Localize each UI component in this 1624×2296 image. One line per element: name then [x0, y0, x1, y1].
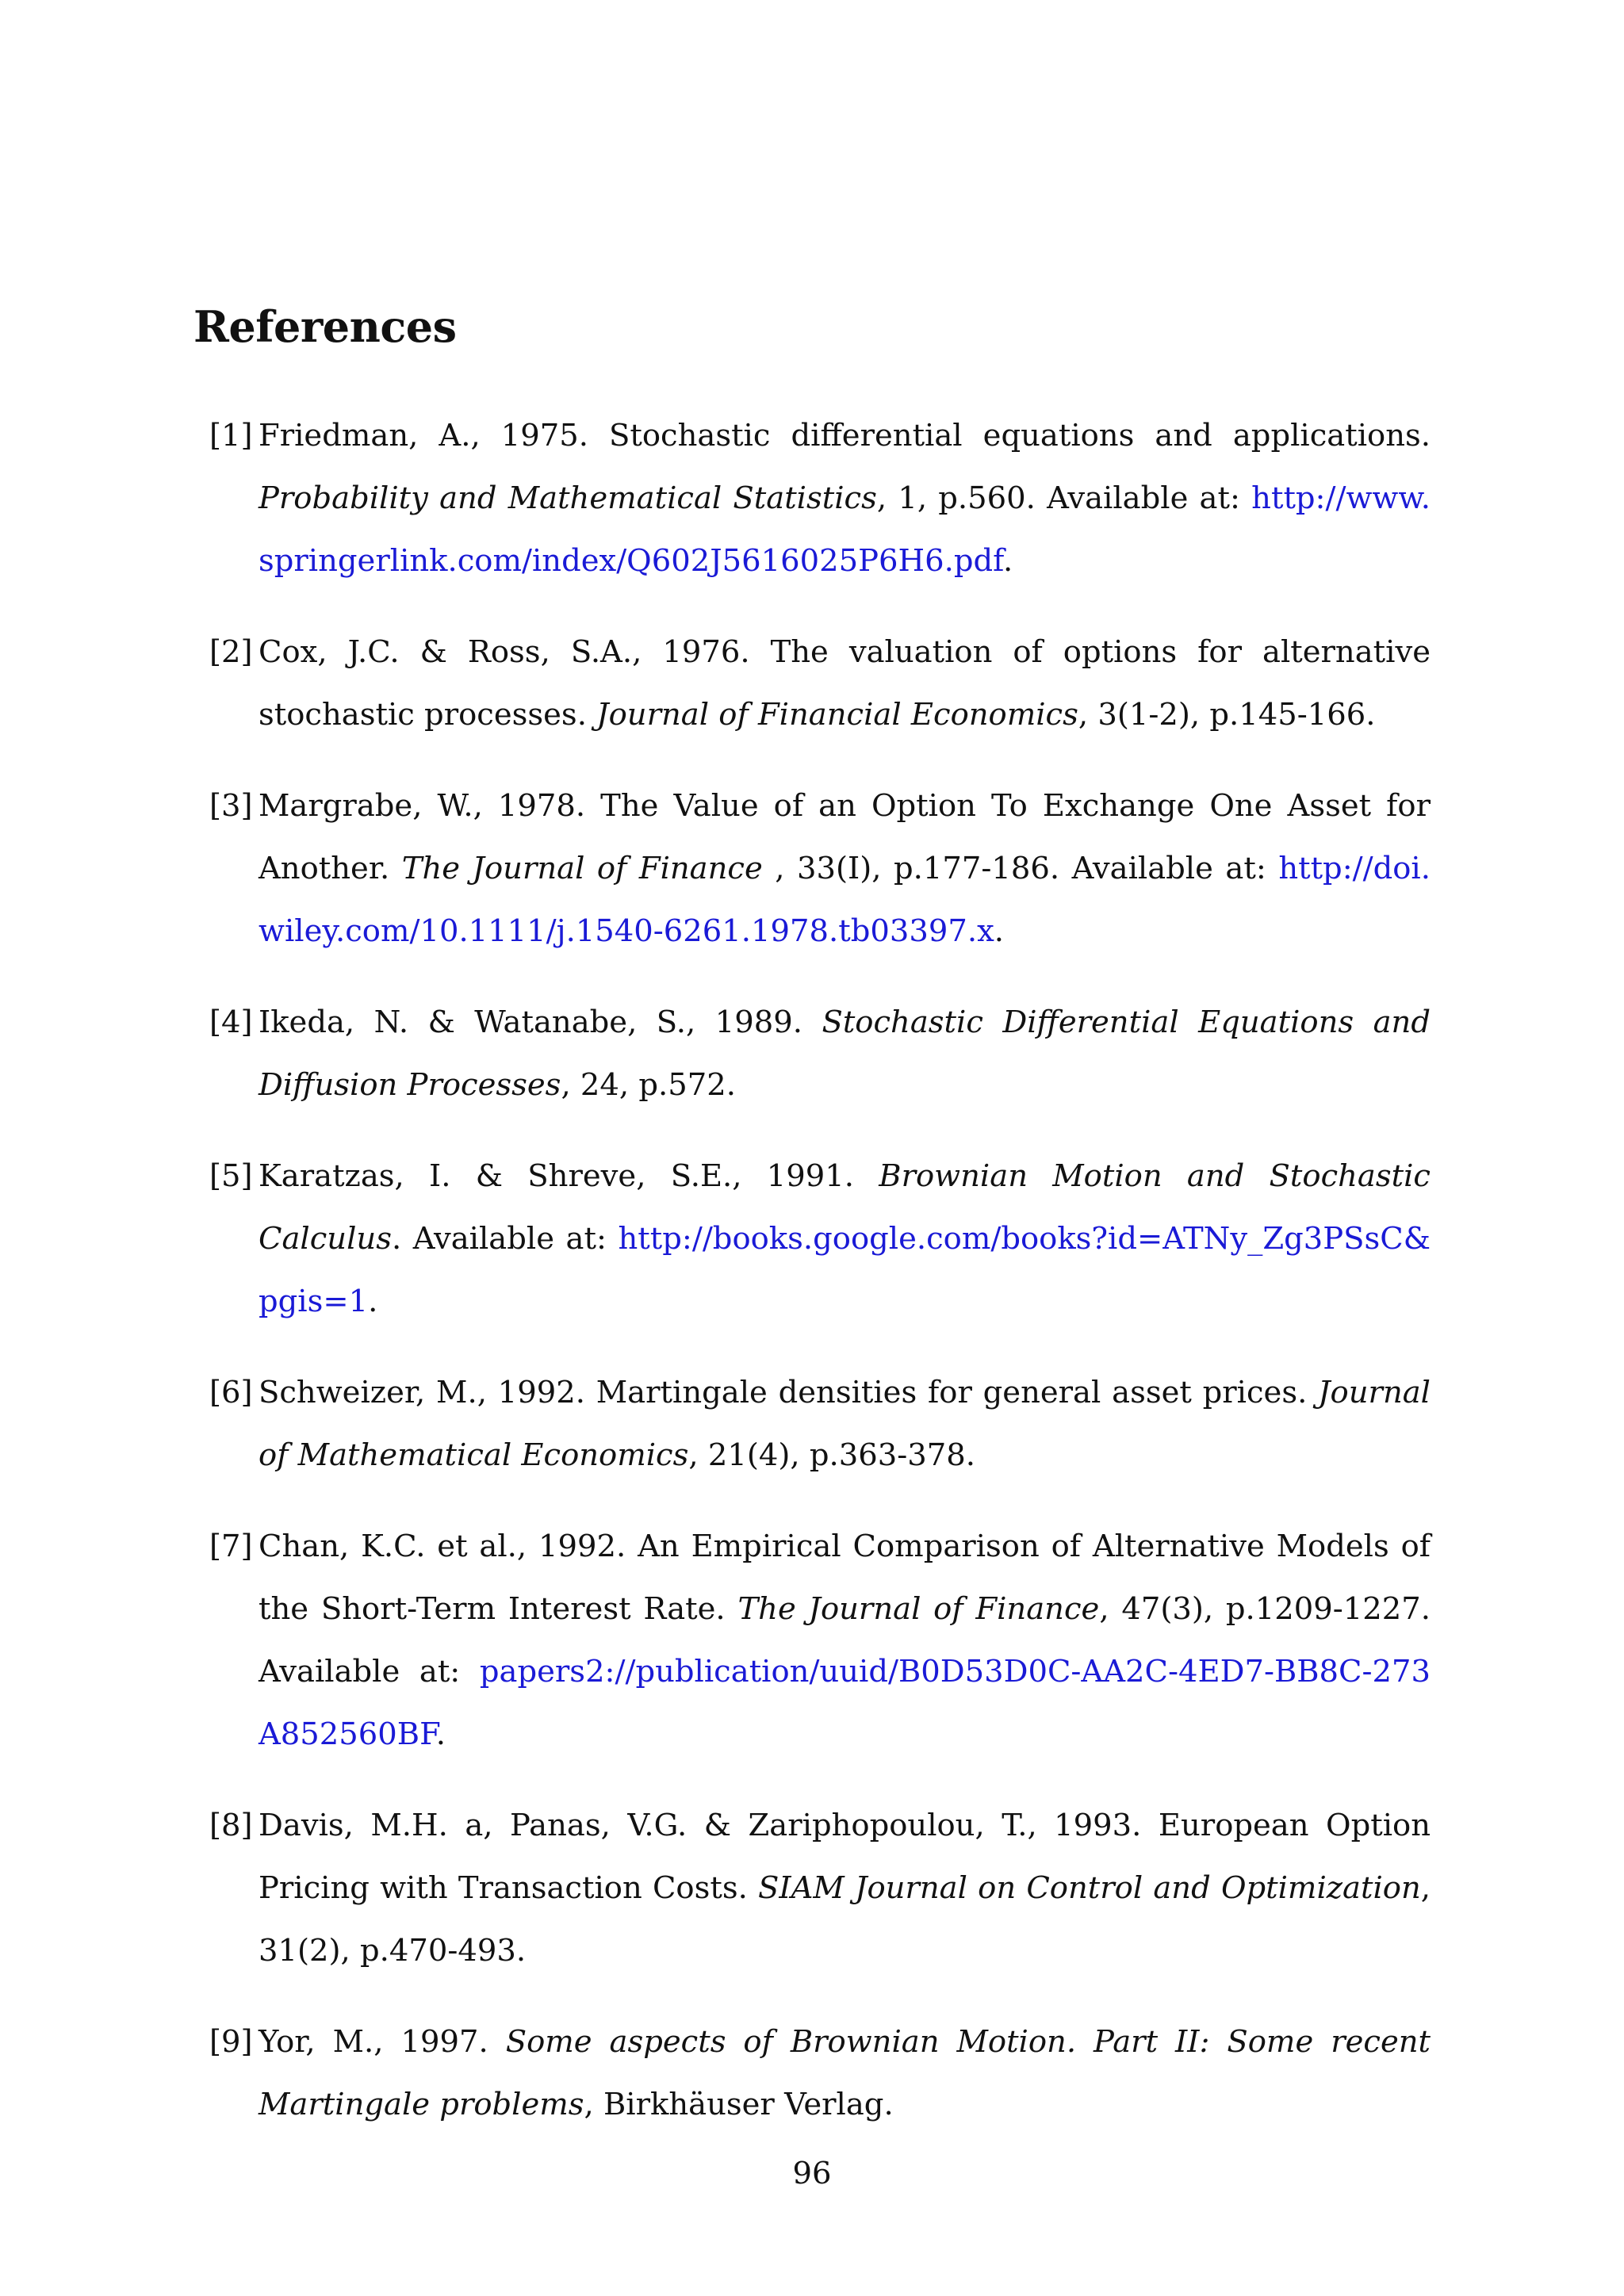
reference-details: . Available at: [391, 1221, 619, 1257]
reference-number: [2] [209, 634, 253, 670]
reference-item-8 [193, 1794, 1431, 1982]
reference-source: Journal of Financial Economics [596, 697, 1078, 733]
reference-number: [9] [209, 2024, 253, 2060]
reference-details: , 47(3), p.1209-1227. Available at: [259, 1591, 1431, 1689]
reference-details: , 24, p.572. [561, 1067, 736, 1103]
reference-text: Davis, M.H. a, Panas, V.G. & Zariphopoulou, T., 1993. European Option Pricing with Transaction Costs. [259, 1808, 1431, 1906]
reference-item-9 [193, 2011, 1431, 2136]
reference-item-3 [193, 775, 1431, 962]
reference-source: Probability and Mathematical Statistics [259, 480, 877, 516]
reference-source: Journal of Mathematical Economics [259, 1375, 1431, 1473]
reference-item-1 [193, 404, 1431, 592]
reference-source: Stochastic Differential Equations and Diffusion Processes [259, 1004, 1431, 1103]
reference-number: [1] [209, 418, 253, 453]
reference-source: Brownian Motion and Stochastic Calculus [259, 1158, 1431, 1257]
reference-details: , 33(I), p.177-186. Available at: [762, 851, 1279, 886]
reference-end: . [368, 1284, 378, 1319]
section-heading: References [193, 301, 457, 352]
reference-text: Ikeda, N. & Watanabe, S., 1989. [259, 1004, 822, 1040]
reference-text: Schweizer, M., 1992. Martingale densities for general asset prices. [259, 1375, 1319, 1410]
reference-end: . [435, 1716, 446, 1752]
reference-number: [5] [209, 1158, 253, 1194]
reference-text: Chan, K.C. et al., 1992. An Empirical Comparison of Alternative Models of the Short-Term Interest Rate. [259, 1529, 1431, 1627]
reference-number: [4] [209, 1004, 253, 1040]
reference-text: Margrabe, W., 1978. The Value of an Option To Exchange One Asset for Another. [259, 788, 1431, 886]
reference-details: , 21(4), p.363-378. [688, 1437, 975, 1473]
reference-text: Friedman, A., 1975. Stochastic differential equations and applications. [259, 418, 1431, 453]
reference-details: , 3(1-2), p.145-166. [1078, 697, 1376, 733]
reference-link[interactable]: http://doi.wiley.com/10.1111/j.1540-6261.1978.tb03397.x [259, 851, 1431, 949]
reference-item-2 [193, 621, 1431, 746]
reference-text: Cox, J.C. & Ross, S.A., 1976. The valuation of options for alternative stochastic processes. [259, 634, 1431, 733]
reference-source: The Journal of Finance [737, 1591, 1100, 1627]
reference-item-7 [193, 1515, 1431, 1766]
reference-number: [3] [209, 788, 253, 824]
reference-text: Yor, M., 1997. [259, 2024, 506, 2060]
reference-item-4 [193, 991, 1431, 1116]
reference-details: , 1, p.560. Available at: [876, 480, 1252, 516]
reference-link[interactable]: http://www.springerlink.com/index/Q602J5616025P6H6.pdf [259, 480, 1431, 579]
reference-details: , 31(2), p.470-493. [259, 1870, 1431, 1969]
page-number: 96 [792, 2156, 832, 2191]
reference-number: [8] [209, 1808, 253, 1843]
reference-item-6 [193, 1361, 1431, 1487]
reference-source: SIAM Journal on Control and Optimization [758, 1870, 1421, 1906]
reference-list [193, 404, 1431, 2164]
reference-number: [6] [209, 1375, 253, 1410]
reference-item-5 [193, 1145, 1431, 1333]
reference-end: . [1003, 543, 1013, 579]
reference-source: Some aspects of Brownian Motion. Part II: Some recent Martingale problems [259, 2024, 1431, 2122]
reference-link[interactable]: papers2://publication/uuid/B0D53D0C-AA2C-4ED7-BB8C-273A852560BF [259, 1654, 1431, 1752]
reference-details: , Birkhäuser Verlag. [584, 2087, 894, 2122]
reference-link[interactable]: http://books.google.com/books?id=ATNy_Zg3PSsC&pgis=1 [259, 1221, 1431, 1319]
reference-text: Karatzas, I. & Shreve, S.E., 1991. [259, 1158, 879, 1194]
reference-source: The Journal of Finance [401, 851, 763, 886]
reference-end: . [994, 913, 1005, 949]
reference-number: [7] [209, 1529, 253, 1564]
